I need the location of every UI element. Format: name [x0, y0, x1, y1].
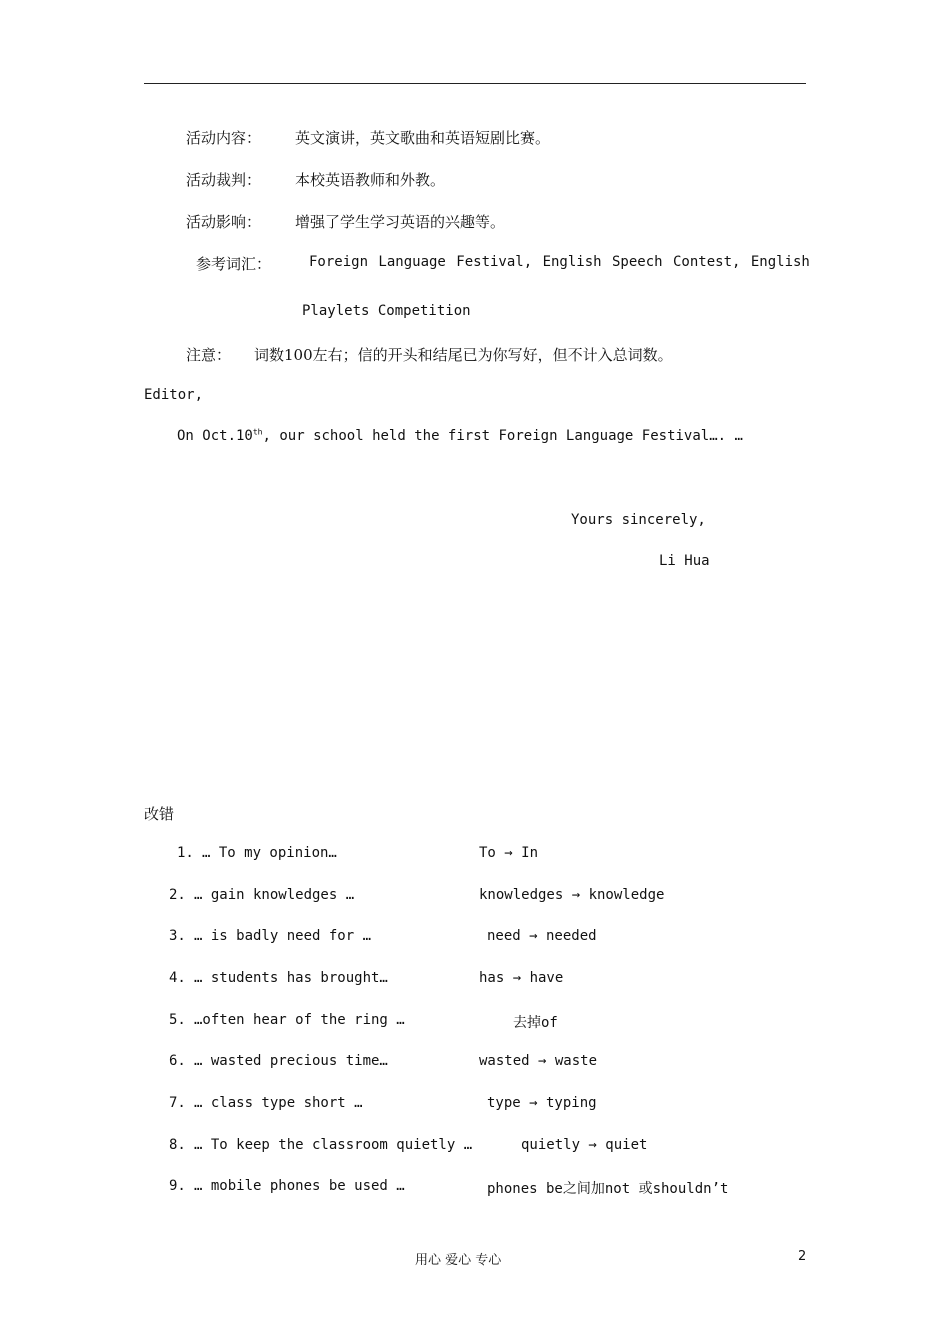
correction-num-1: 1.: [177, 845, 194, 861]
correction-fix-1: To → In: [479, 845, 539, 861]
correction-phrase-8: … To keep the classroom quietly …: [194, 1137, 473, 1153]
vocab-line1: Foreign Language Festival, English Speech Contest, English: [309, 254, 810, 270]
correction-phrase-1: … To my opinion…: [202, 845, 337, 861]
content-value: 英文演讲，英文歌曲和英语短剧比赛。: [295, 129, 551, 147]
correction-num-8: 8.: [169, 1137, 186, 1153]
impact-value: 增强了学生学习英语的兴趣等。: [295, 213, 506, 231]
letter-signature: Li Hua: [659, 553, 710, 569]
correction-fix-8: quietly → quiet: [521, 1137, 648, 1153]
correction-phrase-6: … wasted precious time…: [194, 1053, 388, 1069]
footer-motto: 用心 爱心 专心: [415, 1253, 502, 1268]
content-label: 活动内容：: [186, 129, 262, 147]
letter-body: On Oct.10th, our school held the first Foreign Language Festival…. …: [177, 427, 743, 444]
vocab-line2: Playlets Competition: [302, 303, 471, 319]
letter-closing: Yours sincerely,: [571, 512, 706, 528]
correction-fix-6: wasted → waste: [479, 1053, 598, 1069]
correction-fix-9: phones be之间加not 或shouldn’t: [487, 1181, 729, 1197]
correction-phrase-2: … gain knowledges …: [194, 887, 355, 903]
vocab-label: 参考词汇：: [196, 255, 272, 273]
page-number: 2: [798, 1249, 807, 1264]
correction-fix-2: knowledges → knowledge: [479, 887, 665, 903]
note-value: 词数100左右；信的开头和结尾已为你写好，但不计入总词数。: [254, 346, 673, 364]
correction-num-9: 9.: [169, 1178, 186, 1194]
correction-num-7: 7.: [169, 1095, 186, 1111]
judges-value: 本校英语教师和外教。: [295, 171, 446, 189]
correction-phrase-4: … students has brought…: [194, 970, 388, 986]
correction-phrase-9: … mobile phones be used …: [194, 1178, 405, 1194]
letter-salutation: Editor,: [144, 387, 204, 403]
correction-num-5: 5.: [169, 1012, 186, 1028]
correction-num-4: 4.: [169, 970, 186, 986]
correction-num-3: 3.: [169, 928, 186, 944]
note-label: 注意：: [186, 346, 232, 364]
correction-fix-3: need → needed: [487, 928, 597, 944]
correction-fix-7: type → typing: [487, 1095, 597, 1111]
correction-fix-4: has → have: [479, 970, 564, 986]
correction-phrase-7: … class type short …: [194, 1095, 363, 1111]
header-rule: [144, 83, 806, 84]
correction-num-2: 2.: [169, 887, 186, 903]
judges-label: 活动裁判：: [186, 171, 262, 189]
correction-phrase-3: … is badly need for …: [194, 928, 372, 944]
correction-fix-5: 去掉of: [513, 1015, 558, 1031]
correction-phrase-5: …often hear of the ring …: [194, 1012, 405, 1028]
correction-num-6: 6.: [169, 1053, 186, 1069]
corrections-title: 改错: [144, 805, 175, 823]
impact-label: 活动影响：: [186, 213, 262, 231]
